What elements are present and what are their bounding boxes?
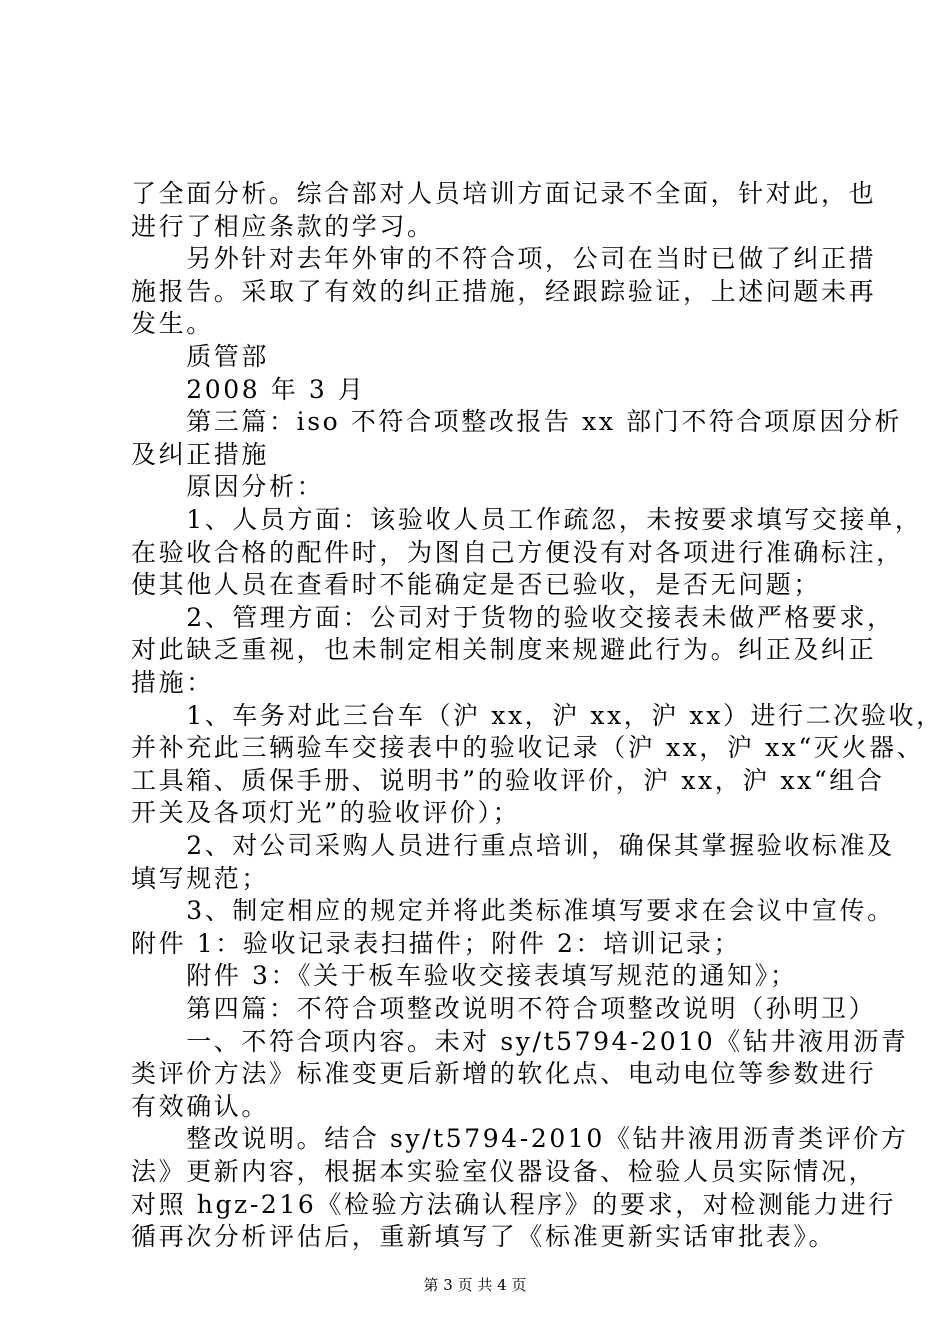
text-line: 整改说明。结合 sy/t5794-2010《钻井液用沥青类评价方 [131,1124,909,1153]
text-line: 有效确认。 [131,1092,270,1121]
text-line: 类评价方法》标准变更后新增的软化点、电动电位等参数进行 [131,1059,877,1088]
text-line: 2、管理方面：公司对于货物的验收交接表未做严格要求， [131,603,895,632]
text-line: 第四篇：不符合项整改说明不符合项整改说明（孙明卫） [131,994,877,1023]
text-line: 附件 3：《关于板车验收交接表填写规范的通知》； [131,961,798,990]
text-line: 使其他人员在查看时不能确定是否已验收，是否无问题； [131,570,822,599]
text-line: 2008 年 3 月 [131,375,366,404]
text-line: 对此缺乏重视，也未制定相关制度来规避此行为。纠正及纠正 [131,635,877,664]
text-line: 另外针对去年外审的不符合项，公司在当时已做了纠正措 [131,244,877,273]
text-line: 开关及各项灯光”的验收评价）； [131,798,521,827]
text-line: 及纠正措施 [131,440,270,469]
text-line: 质管部 [131,342,270,371]
text-line: 施报告。采取了有效的纠正措施，经跟踪验证，上述问题未再 [131,277,877,306]
text-line: 1、车务对此三台车（沪 xx，沪 xx，沪 xx）进行二次验收， [131,701,944,730]
text-line: 措施： [131,668,214,697]
text-line: 工具箱、质保手册、说明书”的验收评价，沪 xx，沪 xx“组合 [131,766,885,795]
page-footer: 第 3 页 共 4 页 [423,1276,527,1294]
text-line: 法》更新内容，根据本实验室仪器设备、检验人员实际情况， [131,1157,877,1186]
text-line: 发生。 [131,309,214,338]
text-line: 第三篇：iso 不符合项整改报告 xx 部门不符合项原因分析 [131,407,903,436]
text-line: 附件 1：验收记录表扫描件；附件 2：培训记录； [131,929,742,958]
text-line: 对照 hgz-216《检验方法确认程序》的要求，对检测能力进行 [131,1190,896,1219]
text-line: 1、人员方面：该验收人员工作疏忽，未按要求填写交接单， [131,505,923,534]
text-line: 3、制定相应的规定并将此类标准填写要求在会议中宣传。 [131,896,895,925]
text-line: 原因分析： [131,472,325,501]
text-line: 并补充此三辆验车交接表中的验收记录（沪 xx，沪 xx“灭火器、 [131,733,925,762]
text-line: 了全面分析。综合部对人员培训方面记录不全面，针对此，也 [131,179,877,208]
text-line: 进行了相应条款的学习。 [131,212,435,241]
text-line: 循再次分析评估后，重新填写了《标准更新实话审批表》。 [131,1222,837,1251]
text-line: 一、不符合项内容。未对 sy/t5794-2010《钻井液用沥青 [131,1027,909,1056]
text-line: 在验收合格的配件时，为图自己方便没有对各项进行准确标注， [131,538,904,567]
text-line: 填写规范； [131,864,270,893]
text-line: 2、对公司采购人员进行重点培训，确保其掌握验收标准及 [131,831,895,860]
